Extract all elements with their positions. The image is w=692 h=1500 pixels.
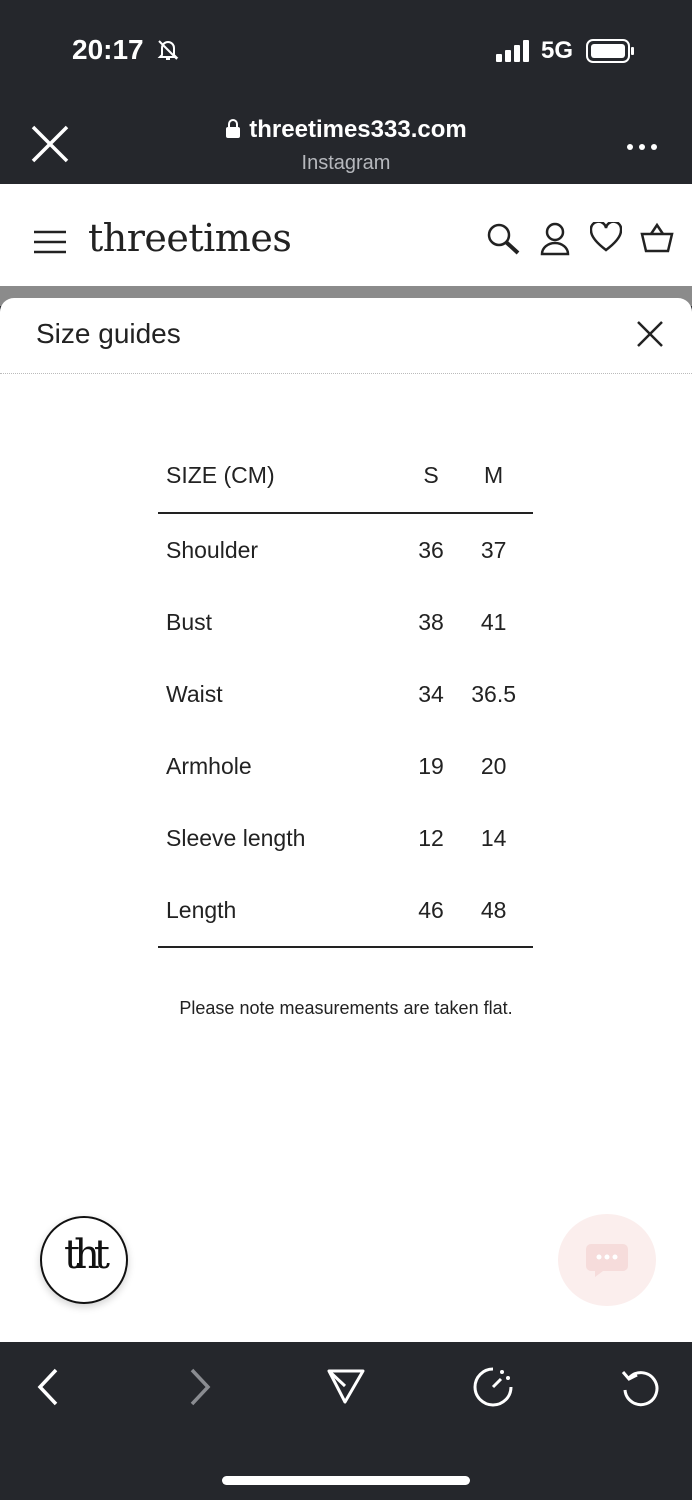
more-options-icon[interactable] [626, 138, 658, 156]
browser-toolbar [0, 1342, 692, 1500]
in-app-browser-bar [0, 100, 692, 184]
share-send-icon[interactable] [326, 1366, 366, 1411]
browser-subtitle: Instagram [301, 152, 391, 174]
brand-badge[interactable] [40, 1216, 128, 1304]
table-cell: 12 [418, 824, 444, 851]
forward-icon[interactable] [186, 1366, 212, 1413]
search-icon[interactable] [486, 222, 522, 261]
table-row [158, 802, 533, 874]
table-row [158, 658, 533, 730]
row-label: Waist [166, 680, 223, 707]
table-cell: 36.5 [471, 680, 517, 707]
table-cell: 46 [408, 874, 454, 947]
table-cell: 48 [454, 874, 533, 947]
battery-icon [586, 39, 636, 68]
site-header [0, 184, 692, 286]
table-row [158, 874, 533, 947]
table-cell: 20 [480, 752, 507, 779]
speed-gauge-icon[interactable] [472, 1366, 514, 1413]
table-row [158, 586, 533, 658]
bell-muted-icon [156, 38, 180, 67]
row-label: Armhole [166, 752, 252, 779]
table-header-row [158, 438, 533, 513]
chat-bubble-icon [585, 1242, 629, 1278]
brand-badge-text: tht [64, 1232, 104, 1278]
size-table [158, 438, 533, 948]
menu-icon[interactable] [34, 230, 66, 259]
table-row [158, 730, 533, 802]
wishlist-heart-icon[interactable] [590, 222, 622, 257]
table-cell: 41 [480, 608, 507, 635]
home-indicator[interactable] [222, 1476, 470, 1485]
table-cell: 34 [418, 680, 444, 707]
row-label: Bust [166, 608, 213, 635]
sheet-title: Size guides [36, 318, 181, 349]
row-label: Length [158, 874, 408, 947]
table-cell: 14 [480, 824, 507, 851]
column-header: SIZE (CM) [158, 438, 408, 513]
url-text: threetimes333.com [249, 116, 467, 143]
reload-icon[interactable] [620, 1366, 662, 1413]
row-label: Sleeve length [166, 824, 306, 851]
status-time: 20:17 [72, 34, 144, 65]
column-header: M [454, 438, 533, 513]
close-sheet-icon[interactable] [636, 320, 664, 353]
table-cell: 36 [418, 536, 444, 563]
network-type: 5G [541, 37, 574, 64]
cell-signal-icon [496, 40, 532, 67]
row-label: Shoulder [166, 536, 259, 563]
column-header: S [408, 438, 454, 513]
status-bar [0, 0, 692, 100]
table-row [158, 513, 533, 586]
cart-basket-icon[interactable] [640, 222, 674, 259]
divider [0, 373, 692, 374]
chat-button[interactable] [558, 1214, 656, 1306]
table-cell: 19 [418, 752, 444, 779]
account-icon[interactable] [540, 222, 570, 261]
table-cell: 37 [480, 536, 507, 563]
table-cell: 38 [418, 608, 444, 635]
size-guide-sheet [0, 298, 692, 1342]
back-icon[interactable] [36, 1366, 62, 1413]
measurement-note: Please note measurements are taken flat. [179, 998, 513, 1018]
site-logo[interactable]: threetimes [88, 216, 292, 260]
url-display[interactable] [0, 116, 692, 145]
lock-icon [225, 117, 241, 145]
